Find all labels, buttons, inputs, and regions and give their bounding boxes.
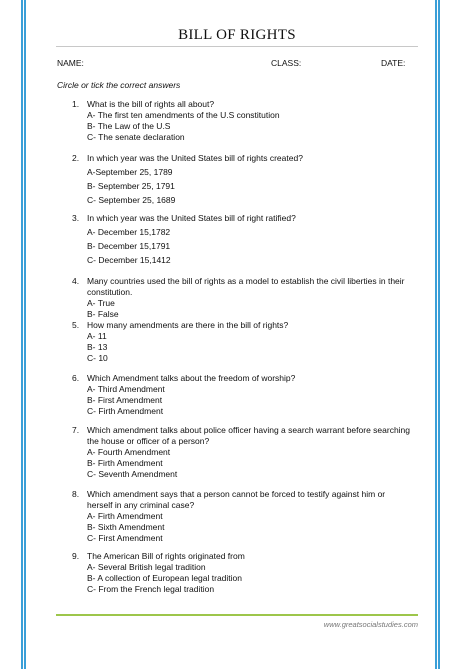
- answer-option-a[interactable]: A- Several British legal tradition: [87, 562, 206, 572]
- question-number: 6.: [72, 373, 80, 383]
- answer-option-c[interactable]: C- Seventh Amendment: [87, 469, 178, 479]
- name-field-label: NAME:: [57, 58, 84, 68]
- question-1: [72, 99, 412, 143]
- answer-option-c[interactable]: C- The senate declaration: [87, 132, 185, 142]
- question-6: [72, 373, 412, 417]
- answer-option-a[interactable]: A- Third Amendment: [87, 384, 165, 394]
- question-8: [72, 489, 412, 544]
- answer-option-b[interactable]: B- Sixth Amendment: [87, 522, 165, 532]
- question-text: Which amendment talks about police officer having a search warrant before searching the house or officer of a person?: [87, 425, 411, 446]
- answer-option-a[interactable]: A- Fourth Amendment: [87, 447, 171, 457]
- question-text: How many amendments are there in the bill of rights?: [87, 320, 289, 330]
- answer-option-c[interactable]: C- First Amendment: [87, 533, 163, 543]
- answer-option-a[interactable]: A- Firth Amendment: [87, 511, 163, 521]
- instructions: Circle or tick the correct answers: [57, 80, 181, 90]
- answer-option-c[interactable]: C- Firth Amendment: [87, 406, 164, 416]
- answer-option-b[interactable]: B- First Amendment: [87, 395, 163, 405]
- footer-divider: [56, 614, 418, 616]
- right-border-line-inner: [435, 0, 437, 669]
- answer-option-c[interactable]: C- From the French legal tradition: [87, 584, 215, 594]
- question-9: [72, 551, 412, 595]
- question-7: [72, 425, 412, 480]
- left-border-line-inner: [24, 0, 26, 669]
- question-number: 5.: [72, 320, 80, 330]
- question-text: In which year was the United States bill of right ratified?: [87, 213, 296, 223]
- question-number: 4.: [72, 276, 80, 286]
- question-4: [72, 276, 412, 320]
- question-number: 2.: [72, 153, 80, 163]
- question-text: Which amendment says that a person cannot be forced to testify against him or herself in any criminal case?: [87, 489, 386, 510]
- question-number: 9.: [72, 551, 80, 561]
- answer-option-c[interactable]: C- December 15,1412: [87, 255, 171, 265]
- question-5: [72, 320, 412, 364]
- answer-option-c[interactable]: C- 10: [87, 353, 108, 363]
- question-2: [72, 153, 412, 206]
- question-text: Which Amendment talks about the freedom of worship?: [87, 373, 296, 383]
- answer-option-a[interactable]: A- The first ten amendments of the U.S constitution: [87, 110, 280, 120]
- answer-option-a[interactable]: A- 11: [87, 331, 107, 341]
- answer-option-b[interactable]: B- December 15,1791: [87, 241, 171, 251]
- date-field-label: DATE:: [381, 58, 406, 68]
- question-number: 7.: [72, 425, 80, 435]
- title-divider: [56, 46, 418, 47]
- answer-option-a[interactable]: A-September 25, 1789: [87, 167, 173, 177]
- class-field-label: CLASS:: [271, 58, 302, 68]
- answer-option-a[interactable]: A- December 15,1782: [87, 227, 171, 237]
- answer-option-b[interactable]: B- 13: [87, 342, 108, 352]
- answer-option-a[interactable]: A- True: [87, 298, 115, 308]
- question-text: Many countries used the bill of rights as a model to establish the civil liberties in their constitution.: [87, 276, 405, 297]
- page-title: BILL OF RIGHTS: [178, 27, 296, 43]
- question-number: 8.: [72, 489, 80, 499]
- question-text: In which year was the United States bill of rights created?: [87, 153, 303, 163]
- right-border-line-outer: [438, 0, 440, 669]
- question-number: 1.: [72, 99, 80, 109]
- question-number: 3.: [72, 213, 80, 223]
- answer-option-c[interactable]: C- September 25, 1689: [87, 195, 176, 205]
- left-border-line-outer: [21, 0, 23, 669]
- question-text: What is the bill of rights all about?: [87, 99, 215, 109]
- question-text: The American Bill of rights originated from: [87, 551, 245, 561]
- answer-option-b[interactable]: B- The Law of the U.S: [87, 121, 171, 131]
- footer-website[interactable]: www.greatsocialstudies.com: [323, 620, 418, 629]
- answer-option-b[interactable]: B- Firth Amendment: [87, 458, 163, 468]
- answer-option-b[interactable]: B- False: [87, 309, 119, 319]
- question-3: [72, 213, 412, 266]
- answer-option-b[interactable]: B- September 25, 1791: [87, 181, 175, 191]
- answer-option-b[interactable]: B- A collection of European legal tradition: [87, 573, 242, 583]
